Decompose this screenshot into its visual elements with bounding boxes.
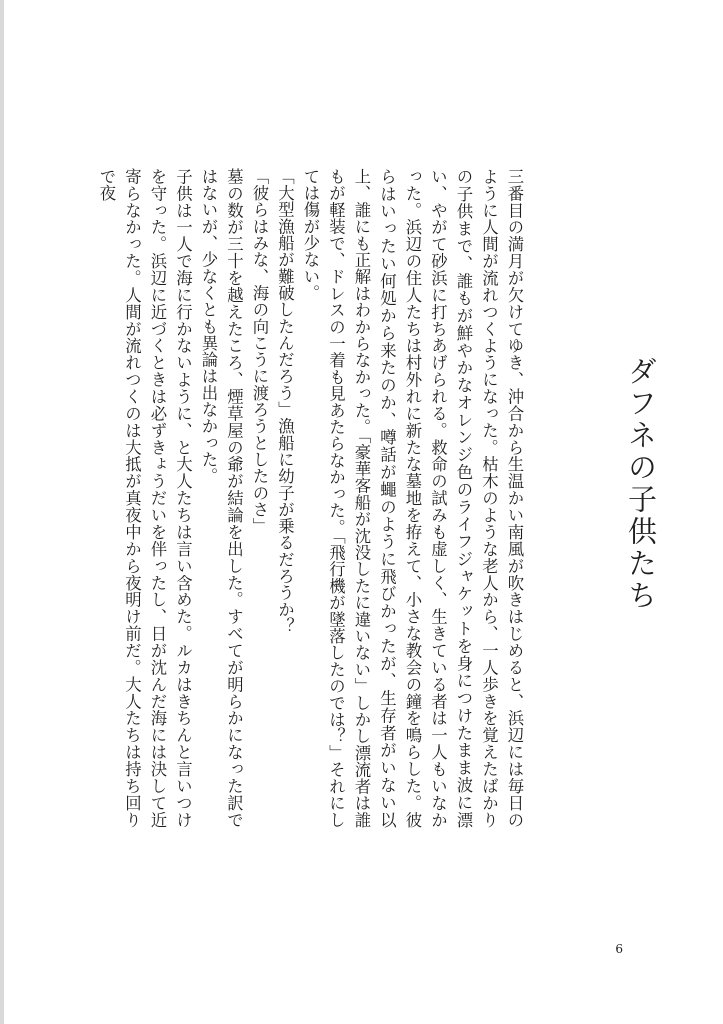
paragraph: 墓の数が三十を越えたころ、煙草屋の爺が結論を出した。すべてが明らかになった訳ではないが、少なくとも異論は出なかった。 xyxy=(199,168,244,828)
page-number: 6 xyxy=(615,942,623,956)
chapter-title: ダフネの子供たち xyxy=(624,356,658,612)
paragraph: 「大型漁船が難破したんだろう」漁船に幼子が乗るだろうか？ xyxy=(275,168,295,635)
body-text xyxy=(94,168,528,828)
page-edge xyxy=(0,0,4,1024)
paragraph: 子供は一人で海に行かないように、と大人たちは言い含めた。ルカはきちんと言いつけを守った。浜辺に近づくときは必ずきょうだいを伴ったし、日が沈んだ海には決して近寄らなかった。人間が流れつくのは大抵が真夜中から夜明け前だ。大人たちは持ち回りで夜 xyxy=(97,168,193,828)
paragraph: 「彼らはみな、海の向こうに渡ろうとしたのさ」 xyxy=(250,168,269,535)
paragraph: 三番目の満月が欠けてゆき、沖合から生温かい南風が吹きはじめると、浜辺には毎日のように人間が流れつくようになった。枯木のような老人から、一人歩きを覚えたばかりの子供まで、誰もが鮮やかなオレンジ色のライフジャケットを身につけたまま波に漂い、やがて砂浜に打ちあげられる。救命の試みも虚しく、生きている者は一人もいなかった。浜辺の住人たちは村外れに新たな墓地を拵えて、小さな教会の鐘を鳴らした。彼らはいったい何処から来たのか、噂話が蠅のように飛びかったが、生存者がいない以上、誰にも正解はわからなかった。「豪華客船が沈没したに違いない」しかし漂流者は誰もが軽装で、ドレスの一着も見あたらなかった。「飛行機が墜落したのでは？」それにしては傷が少ない。 xyxy=(301,168,524,828)
